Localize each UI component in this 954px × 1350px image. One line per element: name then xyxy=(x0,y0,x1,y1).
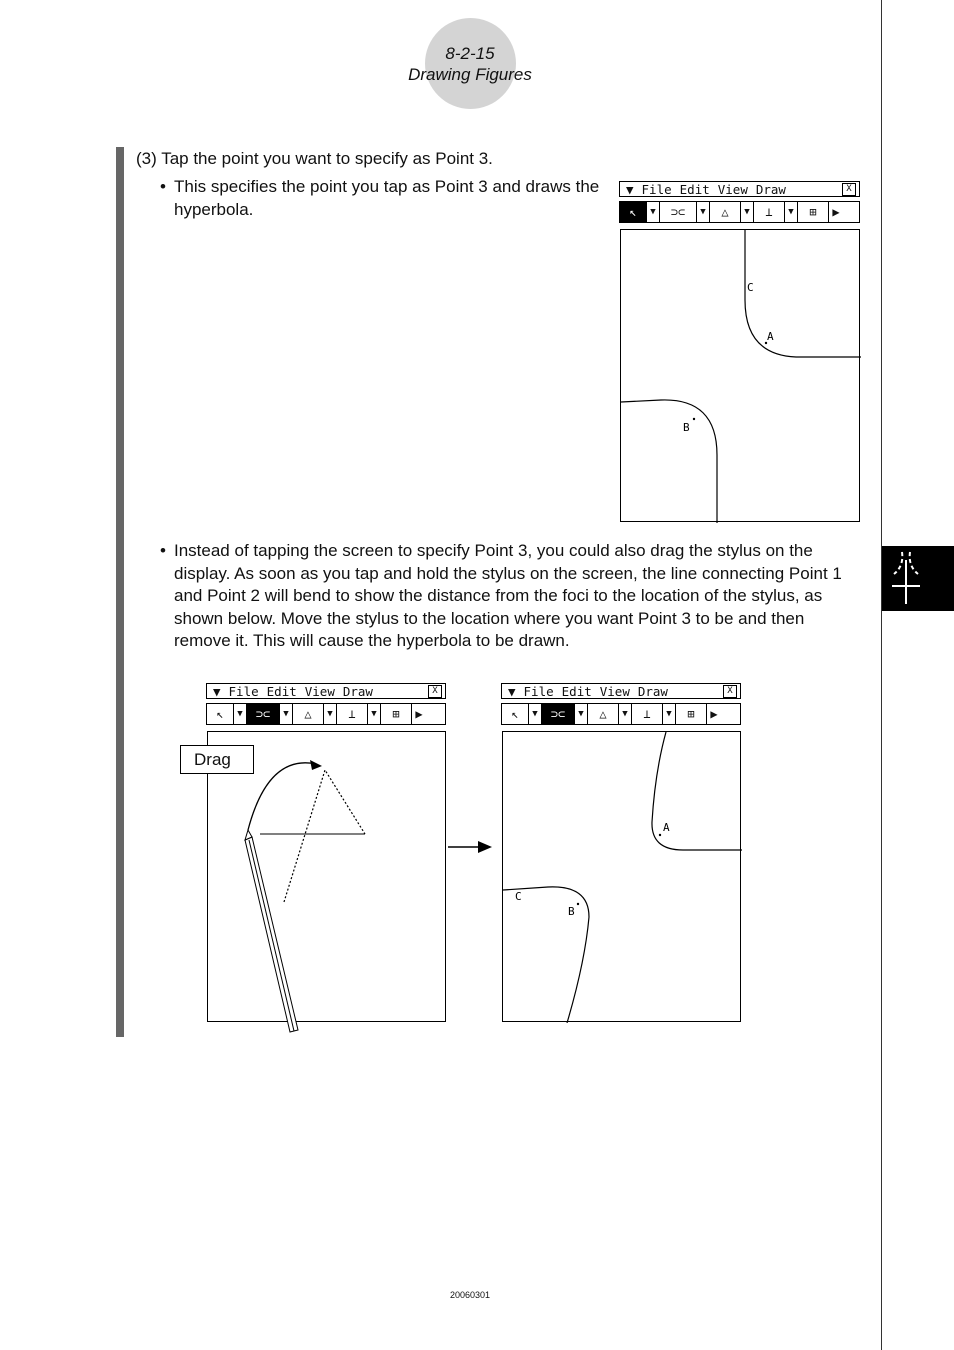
menu-file[interactable]: File xyxy=(523,683,554,699)
triangle-tool-icon[interactable]: △ xyxy=(293,704,324,724)
hyperbola-tool-icon[interactable]: ⊃⊂ xyxy=(660,202,697,222)
menu-view[interactable]: View xyxy=(599,683,630,699)
point-b-label: B xyxy=(568,905,575,918)
grid-icon[interactable]: ⊞ xyxy=(676,704,707,724)
point-c-label: C xyxy=(515,890,522,903)
calculator-screen-drag xyxy=(206,683,446,1022)
select-arrow-icon[interactable]: ↖ xyxy=(620,202,647,222)
drawing-canvas[interactable] xyxy=(502,731,741,1022)
close-icon[interactable]: X xyxy=(428,685,442,698)
chevron-down-icon[interactable]: ▼ xyxy=(324,704,337,724)
chapter-tab xyxy=(882,546,954,611)
arrow-right-icon xyxy=(448,838,494,856)
point-b-label: B xyxy=(683,421,690,434)
bullet-marker: • xyxy=(160,541,166,560)
footer-code: 20060301 xyxy=(449,1290,491,1300)
menu-draw[interactable]: Draw xyxy=(637,683,668,699)
perpendicular-tool-icon[interactable]: ⊥ xyxy=(754,202,785,222)
select-arrow-icon[interactable]: ↖ xyxy=(502,704,529,724)
chevron-down-icon[interactable]: ▼ xyxy=(368,704,381,724)
grid-icon[interactable]: ⊞ xyxy=(798,202,829,222)
point-a-label: A xyxy=(663,821,670,834)
triangle-tool-icon[interactable]: △ xyxy=(588,704,619,724)
hyperbola-branch-lower xyxy=(621,400,717,523)
bullet-1 xyxy=(160,176,605,221)
bullet-marker: • xyxy=(160,177,166,196)
calculator-screen-result xyxy=(501,683,741,1022)
stylus-icon xyxy=(245,830,298,1032)
section-title: Drawing Figures xyxy=(408,65,532,84)
drag-arrow xyxy=(248,763,316,830)
point-b-marker xyxy=(693,418,695,420)
chevron-down-icon[interactable]: ▼ xyxy=(529,704,542,724)
bullet-2 xyxy=(160,540,865,653)
chevron-down-icon[interactable]: ▼ xyxy=(234,704,247,724)
menu-edit[interactable]: Edit xyxy=(266,683,297,699)
menu-view[interactable]: View xyxy=(717,181,748,197)
close-icon[interactable]: X xyxy=(842,183,856,196)
point-a-marker xyxy=(659,834,661,836)
menu-bar xyxy=(206,683,446,699)
page-right-rule xyxy=(881,0,882,1350)
grid-icon[interactable]: ⊞ xyxy=(381,704,412,724)
menu-chevron-icon[interactable]: ▼ xyxy=(508,683,516,699)
toolbar xyxy=(619,201,860,223)
hyperbola-branch-upper xyxy=(745,230,861,357)
bent-distance-line xyxy=(284,770,365,902)
point-a-label: A xyxy=(767,330,774,343)
point-b-marker xyxy=(577,903,579,905)
calculator-screen-top xyxy=(619,181,860,522)
menu-draw[interactable]: Draw xyxy=(342,683,373,699)
menu-file[interactable]: File xyxy=(228,683,259,699)
select-arrow-icon[interactable]: ↖ xyxy=(207,704,234,724)
chevron-down-icon[interactable]: ▼ xyxy=(741,202,754,222)
triangle-tool-icon[interactable]: △ xyxy=(710,202,741,222)
drag-arrowhead xyxy=(310,760,322,770)
chevron-down-icon[interactable]: ▼ xyxy=(663,704,676,724)
point-a-marker xyxy=(765,342,767,344)
geometry-chapter-icon xyxy=(882,546,954,611)
chevron-down-icon[interactable]: ▼ xyxy=(575,704,588,724)
drag-figure xyxy=(208,732,447,1023)
menu-edit[interactable]: Edit xyxy=(679,181,710,197)
chevron-down-icon[interactable]: ▼ xyxy=(785,202,798,222)
menu-edit[interactable]: Edit xyxy=(561,683,592,699)
menu-bar xyxy=(501,683,741,699)
menu-chevron-icon[interactable]: ▼ xyxy=(626,181,634,197)
chevron-down-icon[interactable]: ▼ xyxy=(280,704,293,724)
drag-label: Drag xyxy=(180,745,254,774)
scroll-right-icon[interactable]: ▶ xyxy=(415,707,423,721)
section-bar xyxy=(116,147,124,1037)
chevron-down-icon[interactable]: ▼ xyxy=(647,202,660,222)
bullet-text: This specifies the point you tap as Point 3 and draws the hyperbola. xyxy=(174,177,600,219)
menu-draw[interactable]: Draw xyxy=(755,181,786,197)
hyperbola-figure xyxy=(621,230,861,523)
hyperbola-tool-icon[interactable]: ⊃⊂ xyxy=(542,704,575,724)
scroll-right-icon[interactable]: ▶ xyxy=(710,707,718,721)
scroll-right-icon[interactable]: ▶ xyxy=(832,205,840,219)
bullet-text: Instead of tapping the screen to specify Point 3, you could also drag the stylus on the display. As soon as you tap and hold the stylus on the screen, the line connecting Point 1 and Point 2 will bend to show the distance from the foci to the location of the stylus, as shown below. Move the stylus to the location where you want Point 3 to be and then remove it. This will cause the hyperbola to be drawn. xyxy=(174,541,842,650)
menu-view[interactable]: View xyxy=(304,683,335,699)
drawing-canvas[interactable] xyxy=(207,731,446,1022)
menu-chevron-icon[interactable]: ▼ xyxy=(213,683,221,699)
hyperbola-branch-lower xyxy=(503,887,589,1023)
perpendicular-tool-icon[interactable]: ⊥ xyxy=(632,704,663,724)
perpendicular-tool-icon[interactable]: ⊥ xyxy=(337,704,368,724)
drawing-canvas[interactable] xyxy=(620,229,860,522)
toolbar xyxy=(206,703,446,725)
close-icon[interactable]: X xyxy=(723,685,737,698)
chevron-down-icon[interactable]: ▼ xyxy=(619,704,632,724)
hyperbola-figure xyxy=(503,732,742,1023)
toolbar xyxy=(501,703,741,725)
menu-file[interactable]: File xyxy=(641,181,672,197)
hyperbola-tool-icon[interactable]: ⊃⊂ xyxy=(247,704,280,724)
section-number: 8-2-15 xyxy=(445,44,495,63)
point-c-label: C xyxy=(747,281,754,294)
menu-bar xyxy=(619,181,860,197)
chevron-down-icon[interactable]: ▼ xyxy=(697,202,710,222)
step-3: (3) Tap the point you want to specify as Point 3. xyxy=(136,149,493,168)
